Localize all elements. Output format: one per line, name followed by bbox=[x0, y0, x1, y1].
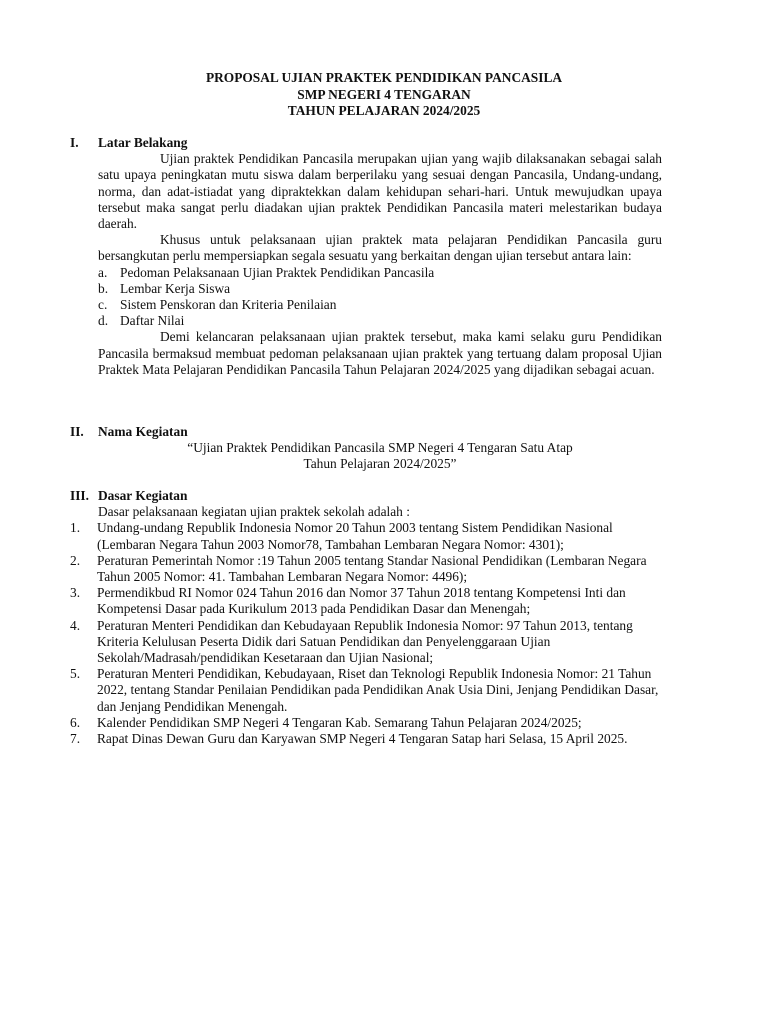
list-marker: 5. bbox=[70, 666, 81, 682]
list-marker: d. bbox=[98, 313, 109, 329]
document-title bbox=[0, 70, 768, 120]
list-item-text: Pedoman Pelaksanaan Ujian Praktek Pendidikan Pancasila bbox=[120, 264, 435, 280]
list-item bbox=[70, 666, 662, 715]
list-marker: b. bbox=[98, 280, 109, 296]
list-item-text: Undang-undang Republik Indonesia Nomor 20 Tahun 2003 tentang Sistem Pendidikan Nasional (Lembaran Negara Tahun 2003 Nomor78, Tambahan Lembaran Negara Nomor: 4301); bbox=[97, 520, 613, 552]
list-item-text: Sistem Penskoran dan Kriteria Penilaian bbox=[120, 297, 337, 313]
section-nama-kegiatan bbox=[70, 424, 662, 473]
paragraph: Demi kelancaran pelaksanaan ujian praktek tersebut, maka kami selaku guru Pendidikan Pancasila bermaksud membuat pedoman pelaksanaan ujian praktek yang tertuang dalam proposal Ujian Praktek Mata Pelajaran Pendidikan Pancasila Tahun Pelajaran 2024/2025 yang dijadikan sebagai acuan. bbox=[98, 329, 662, 377]
title-line-2: SMP NEGERI 4 TENGARAN bbox=[297, 86, 471, 102]
list-item bbox=[98, 265, 662, 281]
paragraph: Khusus untuk pelaksanaan ujian praktek mata pelajaran Pendidikan Pancasila guru bersangkutan perlu mempersiapkan segala sesuatu yang berkaitan dengan ujian tersebut antara lain: bbox=[98, 232, 662, 264]
section-dasar-kegiatan bbox=[70, 488, 662, 747]
list-marker: 6. bbox=[70, 714, 81, 730]
list-marker: a. bbox=[98, 264, 108, 280]
list-item-text: Lembar Kerja Siswa bbox=[120, 280, 231, 296]
section-title: Dasar Kegiatan bbox=[98, 488, 188, 503]
list-item-text: Permendikbud RI Nomor 024 Tahun 2016 dan Nomor 37 Tahun 2018 tentang Kompetensi Inti dan Kompetensi Dasar pada Kurikulum 2013 pada Pendidikan Dasar dan Menengah; bbox=[97, 585, 626, 617]
section-number: II. bbox=[70, 424, 84, 439]
title-line-1: PROPOSAL UJIAN PRAKTEK PENDIDIKAN PANCASILA bbox=[205, 70, 563, 85]
activity-name-line-1: “Ujian Praktek Pendidikan Pancasila SMP Negeri 4 Tengaran Satu Atap bbox=[187, 440, 573, 456]
section-heading bbox=[70, 488, 662, 504]
list-item-text: Peraturan Pemerintah Nomor :19 Tahun 2005 tentang Standar Nasional Pendidikan (Lembaran Negara Tahun 2005 Nomor: 41. Tambahan Lembaran Negara Nomor: 4496); bbox=[97, 552, 647, 585]
section-number: III. bbox=[70, 488, 89, 503]
list-item-text: Rapat Dinas Dewan Guru dan Karyawan SMP Negeri 4 Tengaran Satap hari Selasa, 15 April 2025. bbox=[97, 731, 628, 747]
list-marker: 1. bbox=[70, 520, 81, 536]
list-marker: 7. bbox=[70, 731, 81, 747]
section-number: I. bbox=[70, 135, 79, 150]
list-item-text: Kalender Pendidikan SMP Negeri 4 Tengaran Kab. Semarang Tahun Pelajaran 2024/2025; bbox=[97, 714, 582, 730]
list-item-text: Peraturan Menteri Pendidikan, Kebudayaan, Riset dan Teknologi Republik Indonesia Nomor: 21 Tahun 2022, tentang Standar Penilaian Pendidikan pada Pendidikan Anak Usia Dini, Jenjang Pendidikan Dasar, dan Jenjang Pendidikan Menengah. bbox=[97, 666, 659, 714]
list-item-text: Peraturan Menteri Pendidikan dan Kebudayaan Republik Indonesia Nomor: 97 Tahun 2013, tentang Kriteria Kelulusan Peserta Didik dari Satuan Pendidikan dan Penyelenggaraan Ujian Sekolah/Madrasah/pendidikan Kesetaraan dan Ujian Nasional; bbox=[97, 617, 633, 666]
section-body bbox=[98, 504, 662, 520]
list-item bbox=[70, 618, 662, 667]
section-latar-belakang bbox=[70, 135, 662, 378]
list-marker: 2. bbox=[70, 552, 81, 568]
list-item bbox=[98, 313, 662, 329]
section-body bbox=[98, 151, 662, 378]
list-item-text: Daftar Nilai bbox=[120, 313, 185, 329]
list-item bbox=[70, 715, 662, 731]
section-title: Latar Belakang bbox=[98, 135, 188, 150]
section-intro: Dasar pelaksanaan kegiatan ujian praktek sekolah adalah : bbox=[98, 504, 410, 520]
paragraph: Ujian praktek Pendidikan Pancasila merupakan ujian yang wajib dilaksanakan sebagai salah satu upaya peningkatan mutu siswa dalam berperilaku yang sesuai dengan Pancasila, Undang-undang, norma, dan adat-istiadat yang dipraktekkan dalam kehidupan sehari-hari. Untuk mewujudkan upaya tersebut maka sangat perlu diadakan ujian praktek Pendidikan Pancasila materi melestarikan budaya daerah. bbox=[98, 151, 662, 232]
list-item bbox=[70, 731, 662, 747]
list-marker: 4. bbox=[70, 617, 81, 633]
list-marker: c. bbox=[98, 297, 108, 313]
list-item bbox=[70, 585, 662, 617]
activity-name-line-2: Tahun Pelajaran 2024/2025” bbox=[303, 456, 457, 472]
list-item bbox=[70, 553, 662, 585]
title-line-3: TAHUN PELAJARAN 2024/2025 bbox=[287, 103, 481, 118]
section-title: Nama Kegiatan bbox=[98, 424, 188, 439]
list-item bbox=[98, 297, 662, 313]
section-heading bbox=[70, 135, 662, 151]
list-item bbox=[70, 520, 662, 552]
legal-basis-list bbox=[70, 520, 662, 747]
list-marker: 3. bbox=[70, 585, 81, 601]
list-item bbox=[98, 281, 662, 297]
section-heading bbox=[70, 424, 662, 440]
section-body bbox=[98, 440, 662, 472]
